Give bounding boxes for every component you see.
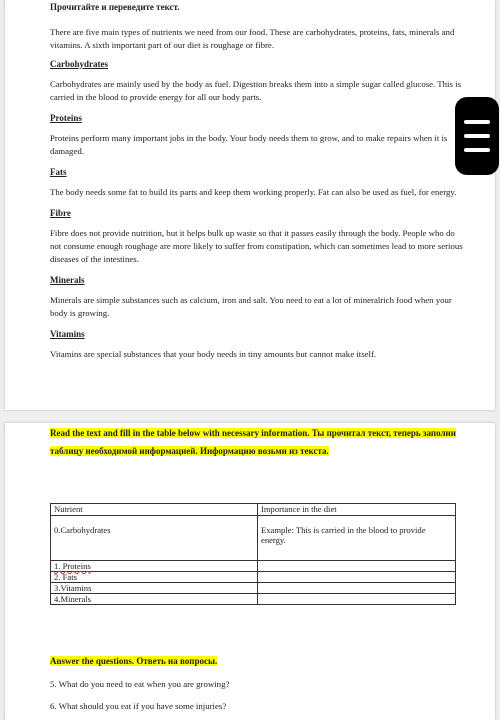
section-heading-vitamins: Vitamins [50,329,85,339]
section-text-fibre: Fibre does not provide nutrition, but it helps bulk up waste so that it passes easily through the body. People who do not consume enough roughage are more likely to suffer from constipation, which can sometimes lead to more serious diseases of the intestines. [50,228,463,264]
section-heading-minerals: Minerals [50,275,85,285]
row-importance-empty[interactable] [258,561,456,572]
table-row [51,561,456,572]
row-nutrient-fats: 2. Fats [51,572,258,583]
section-heading-carbohydrates: Carbohydrates [50,59,108,69]
row-importance-empty[interactable] [258,583,456,594]
row-nutrient-minerals: 4.Minerals [51,594,258,605]
question-6: 6. What should you eat if you have some injuries? [50,701,227,711]
table-header-row [51,504,456,516]
row-importance-empty[interactable] [258,572,456,583]
questions-heading-line [50,651,465,669]
section-text-fats: The body needs some fat to build its parts and keep them working properly. Fat can also be used as fuel, for energy. [50,187,457,197]
header-nutrient: Nutrient [51,504,258,516]
scroll-menu-button[interactable] [455,97,499,175]
instruction-paragraph [50,423,465,459]
section-text-vitamins: Vitamins are special substances that your body needs in tiny amounts but cannot make itself. [50,349,377,359]
table-row [51,594,456,605]
table-row [51,583,456,594]
document-page-1 [5,0,495,410]
table-row-example [51,516,456,561]
row-nutrient-proteins: 1. Proteins [51,561,258,572]
section-heading-proteins: Proteins [50,113,82,123]
nutrient-table [50,503,456,605]
page-title: Прочитайте и переведите текст. [50,2,180,12]
section-heading-fibre: Fibre [50,208,71,218]
intro-paragraph: There are five main types of nutrients we need from our food. These are carbohydrates, proteins, fats, minerals and vitamins. A sixth important part of our diet is roughage or fibre. [50,27,455,50]
page-1-content [50,1,465,361]
section-text-proteins: Proteins perform many important jobs in the body. Your body needs them to grow, and to make repairs when it is damaged. [50,133,448,156]
header-importance: Importance in the diet [258,504,456,516]
page-2-content [50,423,465,459]
example-importance-cell: Example: This is carried in the blood to provide energy. [258,516,456,561]
instruction-text: Read the text and fill in the table below with necessary information. Ты прочитал текст, теперь заполни таблицу необходимой информацией. Информацию возьми из текста. [50,428,456,456]
section-text-carbohydrates: Carbohydrates are mainly used by the body as fuel. Digestion breaks them into a simple sugar called glucose. This is carried in the blood to provide energy for all our body parts. [50,79,461,102]
section-heading-fats: Fats [50,167,67,177]
menu-lines-icon [464,120,490,152]
row-nutrient-vitamins: 3.Vitamins [51,583,258,594]
section-text-minerals: Minerals are simple substances such as calcium, iron and salt. You need to eat a lot of mineralrich food when your body is growing. [50,295,452,318]
example-nutrient-cell: 0.Carbohydrates [51,516,258,561]
question-5: 5. What do you need to eat when you are growing? [50,679,230,689]
questions-block [50,651,465,713]
row-importance-empty[interactable] [258,594,456,605]
questions-heading: Answer the questions. Ответь на вопросы. [50,656,218,666]
table-row [51,572,456,583]
